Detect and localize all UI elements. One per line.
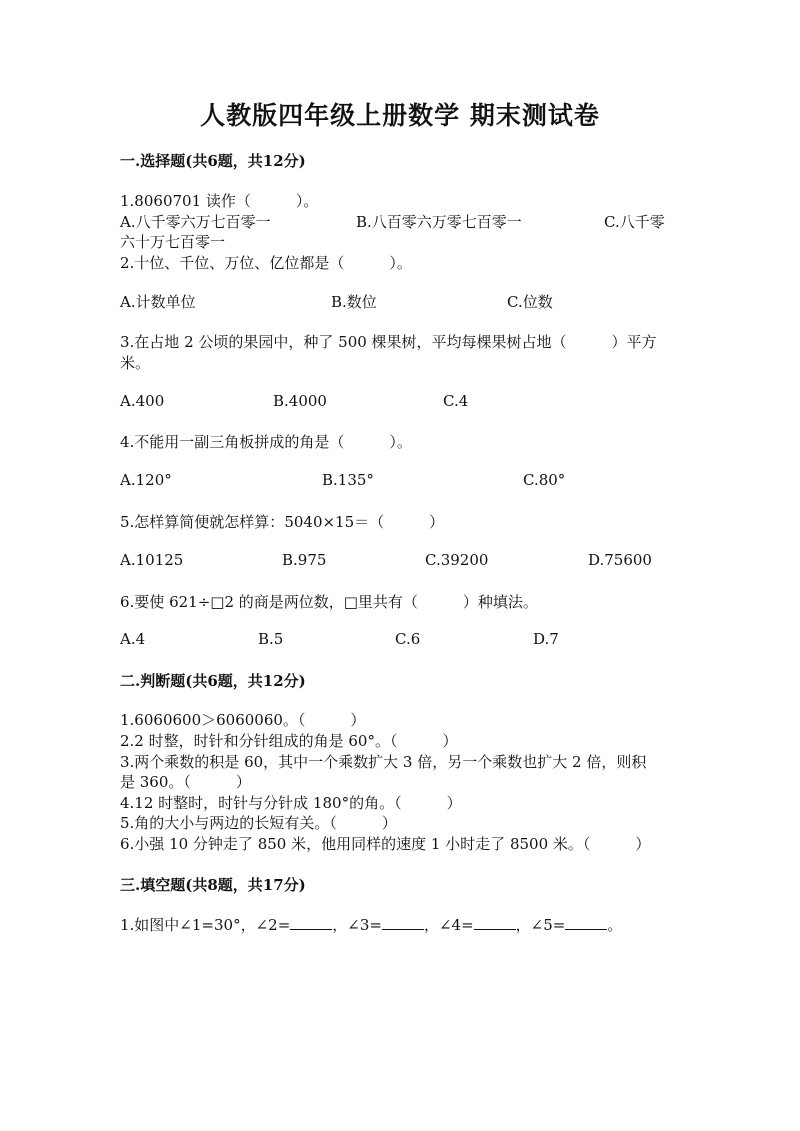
section-heading-choice: 一.选择题(共6题，共12分): [120, 152, 306, 170]
option-c: C.6: [395, 630, 421, 648]
question-stem: 6.要使 621÷□2 的商是两位数，□里共有（ ）种填法。: [120, 593, 538, 611]
answer-blank[interactable]: [382, 917, 424, 930]
option-c: C.八千零: [604, 213, 665, 231]
option-c: C.80°: [523, 471, 566, 489]
fill-text: 。: [607, 916, 623, 934]
judge-item: 1.6060600＞6060060。（ ）: [120, 711, 366, 729]
question-stem-wrap: 米。: [120, 354, 151, 372]
answer-blank[interactable]: [565, 917, 607, 930]
option-c: C.位数: [507, 293, 553, 311]
judge-item: 4.12 时整时，时针与分针成 180°的角。（ ）: [120, 794, 462, 812]
option-a: A.10125: [120, 551, 184, 569]
fill-text: ，∠3=: [332, 916, 382, 934]
question-stem: 1.8060701 读作（ ）。: [120, 192, 319, 210]
option-d: D.75600: [588, 551, 652, 569]
option-b: B.4000: [273, 392, 327, 410]
question-stem: 2.十位、千位、万位、亿位都是（ ）。: [120, 254, 412, 272]
option-b: B.八百零六万零七百零一: [356, 213, 522, 231]
option-b: B.5: [258, 630, 284, 648]
question-stem: 4.不能用一副三角板拼成的角是（ ）。: [120, 433, 412, 451]
fill-text: ，∠4=: [423, 916, 474, 934]
section-heading-judge: 二.判断题(共6题，共12分): [120, 672, 306, 690]
option-b: B.975: [282, 551, 327, 569]
option-c: C.39200: [425, 551, 489, 569]
option-c: C.4: [443, 392, 469, 410]
answer-blank[interactable]: [290, 917, 332, 930]
question-stem: 3.在占地 2 公顷的果园中，种了 500 棵果树，平均每棵果树占地（ ）平方: [120, 333, 657, 351]
question-stem: 5.怎样算简便就怎样算：5040×15＝（ ）: [120, 513, 445, 531]
page-title: 人教版四年级上册数学 期末测试卷: [200, 101, 600, 130]
judge-item: 5.角的大小与两边的长短有关。（ ）: [120, 814, 397, 832]
answer-blank[interactable]: [474, 917, 516, 930]
judge-item: 3.两个乘数的积是 60，其中一个乘数扩大 3 倍，另一个乘数也扩大 2 倍，则积: [120, 753, 647, 771]
option-a: A.120°: [120, 471, 172, 489]
option-a: A.4: [120, 630, 146, 648]
section-heading-fill: 三.填空题(共8题，共17分): [120, 876, 306, 894]
option-a: A.400: [120, 392, 165, 410]
judge-item: 6.小强 10 分钟走了 850 米，他用同样的速度 1 小时走了 8500 米。（ ）: [120, 835, 651, 853]
option-b: B.135°: [322, 471, 374, 489]
fill-text: ，∠5=: [515, 916, 566, 934]
fill-question: [120, 914, 622, 935]
judge-item-wrap: 是 360。（ ）: [120, 773, 251, 791]
option-d: D.7: [533, 630, 559, 648]
judge-item: 2.2 时整，时针和分针组成的角是 60°。（ ）: [120, 732, 458, 750]
option-b: B.数位: [331, 293, 377, 311]
option-a: A.八千零六万七百零一: [120, 213, 271, 231]
fill-text: 1.如图中∠1=30°，∠2=: [120, 916, 291, 934]
option-a: A.计数单位: [120, 293, 196, 311]
option-c-wrap: 六十万七百零一: [120, 233, 226, 251]
